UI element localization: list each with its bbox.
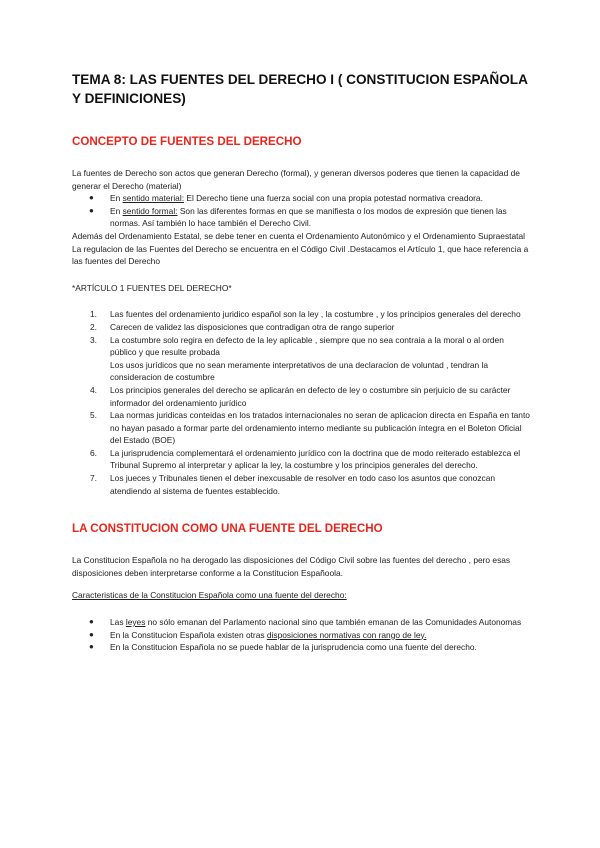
bullet-icon: ● bbox=[89, 617, 94, 627]
paragraph-constitucion-intro: La Constitucion Española no ha derogado las disposiciones del Código Civil sobre las fuentes del derecho , pero esas disposiciones deben interpretarse conforme a la Constitucion Españoola. bbox=[72, 555, 511, 578]
list-item bbox=[72, 308, 532, 321]
list-item bbox=[72, 409, 532, 447]
paragraph-ordenamiento: Además del Ordenamiento Estatal, se debe tener en cuenta el Ordenamiento Autonómico y el Ordenamiento Supraestatal bbox=[72, 230, 525, 241]
list-item-text: En bbox=[110, 193, 123, 204]
list-number: 7. bbox=[90, 473, 97, 484]
list-item bbox=[72, 629, 532, 642]
bullet-icon: ● bbox=[89, 193, 94, 203]
bullet-icon: ● bbox=[89, 205, 94, 215]
list-item-text: no sólo emanan del Parlamento nacional sino que también emanan de las Comunidades Autonomas bbox=[145, 617, 522, 628]
section-heading-concepto: CONCEPTO DE FUENTES DEL DERECHO bbox=[72, 135, 302, 148]
article-list bbox=[72, 308, 532, 497]
list-number: 6. bbox=[90, 447, 97, 458]
paragraph-intro: La fuentes de Derecho son actos que generan Derecho (formal), y generan diversos poderes que tienen la capacidad de generar el Derecho (material) bbox=[72, 168, 520, 191]
underlined-term: disposiciones normativas con rango de ley. bbox=[266, 629, 427, 640]
list-item-text: El Derecho tiene una fuerza social con una propia potestad normativa creadora. bbox=[184, 193, 483, 204]
list-item bbox=[72, 205, 532, 230]
bullet-icon: ● bbox=[89, 629, 94, 639]
list-number: 1. bbox=[90, 309, 97, 320]
list-item-text: En bbox=[110, 205, 123, 216]
list-number: 5. bbox=[90, 410, 97, 421]
underlined-term: sentido formal: bbox=[122, 205, 178, 216]
list-item-text: Las fuentes del ordenamiento juridico español son la ley , la costumbre , y los principios generales del derecho bbox=[110, 309, 521, 320]
list-item-text: La jurisprudencia complementará el ordenamiento jurídico con la doctrina que de modo reiterado establezca el Tribunal Supremo al interpretar y aplicar la ley, la costumbre y los principios generales del derecho. bbox=[110, 447, 521, 471]
section-heading-constitucion: LA CONSTITUCION COMO UNA FUENTE DEL DERECHO bbox=[72, 522, 383, 536]
list-item bbox=[72, 334, 532, 384]
list-item bbox=[72, 192, 532, 205]
article-heading: *ARTÍCULO 1 FUENTES DEL DERECHO* bbox=[72, 282, 232, 293]
list-item bbox=[72, 641, 532, 654]
list-item-text: Las bbox=[110, 617, 126, 628]
list-item-text: Los jueces y Tribunales tienen el deber inexcusable de resolver en todo caso los asuntos que conozcan atendiendo al sistema de fuentes establecido. bbox=[110, 473, 496, 496]
list-number: 2. bbox=[90, 321, 97, 332]
bullet-list-sentidos bbox=[72, 192, 532, 230]
list-item bbox=[72, 616, 532, 629]
underlined-term: sentido material: bbox=[122, 193, 185, 204]
list-item bbox=[72, 472, 532, 497]
bullet-icon: ● bbox=[89, 642, 94, 652]
list-item-text: Los principios generales del derecho se aplicarán en defecto de ley o costumbre sin perjuicio de su carácter informador del ordenamiento jurídico bbox=[110, 384, 511, 408]
list-item-text: Son las diferentes formas en que se manifiesta o los modos de expresión que tienen las normas. Así también lo hace también el Derecho Civil. bbox=[110, 205, 507, 229]
bullet-list-caracteristicas bbox=[72, 616, 532, 654]
list-number: 3. bbox=[90, 334, 97, 345]
list-item bbox=[72, 447, 532, 472]
list-item bbox=[72, 321, 532, 334]
list-item bbox=[72, 384, 532, 409]
underlined-term: leyes bbox=[125, 617, 146, 628]
document-body bbox=[72, 70, 532, 654]
list-item-extra-text: Los usos jurídicos que no sean meramente interpretativos de una declaracion de voluntad , tendran la consideracion de costumbre bbox=[110, 359, 489, 383]
subheading-caracteristicas: Caracteristicas de la Constitucion Española como una fuente del derecho: bbox=[72, 590, 347, 601]
list-item-text: Laa normas juridicas conteidas en los tratados internacionales no seran de aplicacion directa en España en tanto no hayan pasado a formar parte del ordenamiento interno mediante su publicación íntegra en el Boleton Oficial del Estado (BOE) bbox=[110, 410, 530, 446]
list-item-text: En la Constitucion Española existen otras bbox=[110, 629, 267, 640]
document-title: TEMA 8: LAS FUENTES DEL DERECHO I ( CONSTITUCION ESPAÑOLA Y DEFINICIONES) bbox=[72, 72, 528, 106]
list-item-text: La costumbre solo regira en defecto de la ley aplicable , siempre que no sea contraia a la moral o al orden público y que resulte probada bbox=[110, 334, 504, 358]
paragraph-regulacion: La regulacion de las Fuentes del Derecho se encuentra en el Código Civil .Destacamos el Artículo 1, que hace referencia a las fuentes del Derecho bbox=[72, 243, 529, 267]
list-item-text: En la Constitucion Española no se puede hablar de la jurisprudencia como una fuente del derecho. bbox=[110, 642, 477, 653]
list-item-text: Carecen de validez las disposiciones que contradigan otra de rango superior bbox=[110, 321, 395, 332]
list-number: 4. bbox=[90, 384, 97, 395]
